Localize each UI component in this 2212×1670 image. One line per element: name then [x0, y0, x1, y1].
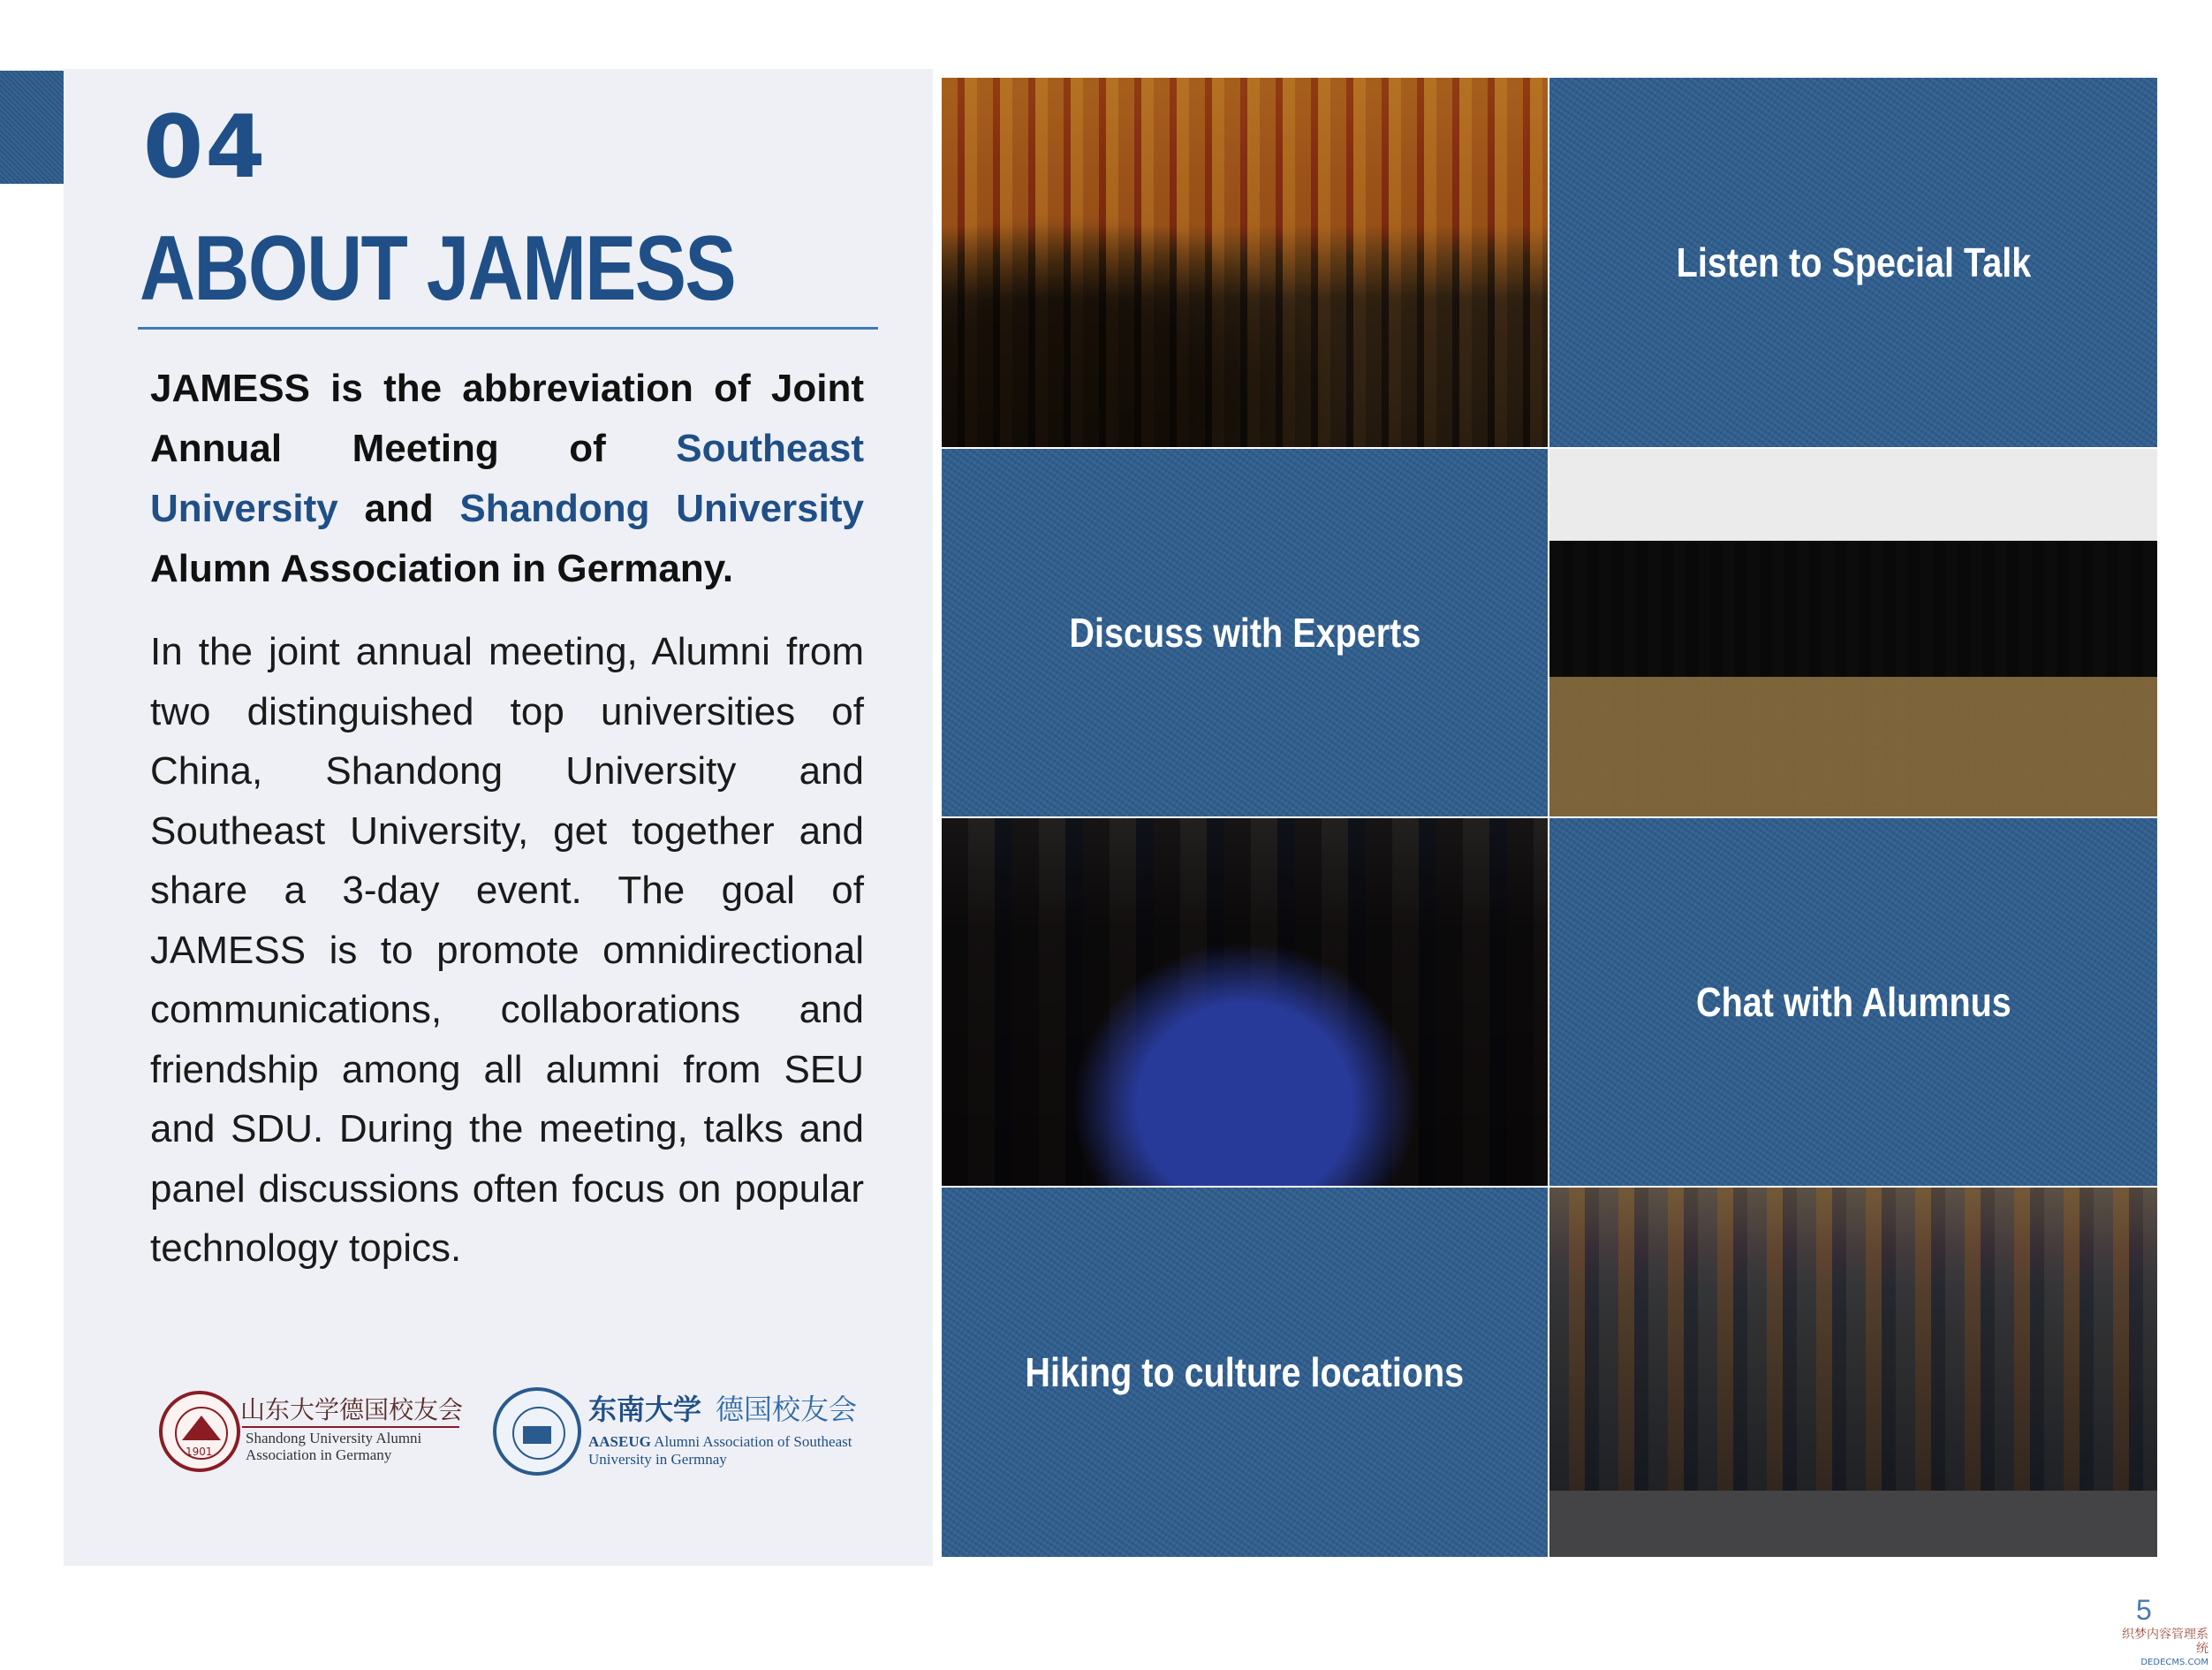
tile-label: Hiking to culture locations: [1025, 1349, 1465, 1395]
southeast-university-highlight: Southeast University: [150, 427, 864, 530]
tile-label: Discuss with Experts: [1069, 610, 1420, 656]
watermark-line2: DEDECMS.COM: [2140, 1658, 2208, 1667]
body-paragraph: In the joint annual meeting, Alumni from two distinguished top universities of China, Shandong University and Southeast University, get together and share a 3-day event. The goal of JAMESS is to promote omnidirectional communications, collaborations and friendship among all alumni from SEU and SDU. During the meeting, talks and panel discussions often focus on popular technology topics.: [150, 630, 864, 1270]
intro-text-3: Alumn Association in Germany.: [150, 547, 734, 590]
tile-chat-alumnus: [1549, 818, 2157, 1186]
watermark: [2120, 1628, 2208, 1667]
seu-logo-name-cn-light: 德国校友会: [716, 1393, 858, 1426]
seu-alumni-logo: [493, 1387, 864, 1479]
photo-panel-discussion: [1549, 449, 2157, 816]
photo-group-hiking: [1549, 1188, 2157, 1557]
shandong-university-highlight: Shandong University: [459, 487, 864, 530]
sdu-logo-rule: [242, 1426, 459, 1428]
sdu-logo-name-en: [246, 1430, 421, 1463]
seu-logo-en-text: Alumni Association of Southeast: [654, 1433, 852, 1450]
sdu-logo-en-line1: Shandong University Alumni: [246, 1430, 422, 1446]
sdu-logo-en-line2: Association in Germany: [246, 1446, 392, 1463]
sdu-logo-name-cn: 山东大学德国校友会: [240, 1395, 464, 1424]
intro-text-2: and: [337, 487, 460, 530]
page-number: 5: [2136, 1594, 2152, 1626]
seu-logo-en-line1: [588, 1433, 852, 1451]
tile-listen-special-talk: [1549, 78, 2157, 447]
intro-paragraph: [150, 359, 864, 599]
section-number: 04: [143, 97, 268, 198]
seu-seal-icon: [493, 1387, 581, 1476]
sdu-alumni-logo: [159, 1391, 468, 1476]
sdu-seal-year: 1901: [186, 1446, 213, 1458]
watermark-line1: 织梦内容管理系统: [2122, 1628, 2208, 1656]
tile-hiking-culture: [942, 1188, 1548, 1557]
seu-logo-name-cn-bold: 东南大学: [588, 1393, 702, 1426]
photo-alumni-dinner: [942, 818, 1548, 1186]
photo-seminar-audience: [942, 78, 1548, 447]
tile-label: Listen to Special Talk: [1676, 239, 2031, 285]
activity-grid: [942, 78, 2157, 1557]
tile-discuss-experts: [942, 449, 1548, 816]
intro-text-1: JAMESS is the abbreviation of Joint Annual Meeting of: [150, 367, 864, 470]
section-title: ABOUT JAMESS: [140, 217, 735, 320]
seu-logo-en-line2: University in Germnay: [588, 1451, 727, 1468]
title-divider: [138, 327, 878, 330]
seu-logo-abbr: AASEUG: [588, 1433, 651, 1450]
sdu-seal-icon: [159, 1391, 240, 1472]
tile-label: Chat with Alumnus: [1695, 979, 2011, 1025]
